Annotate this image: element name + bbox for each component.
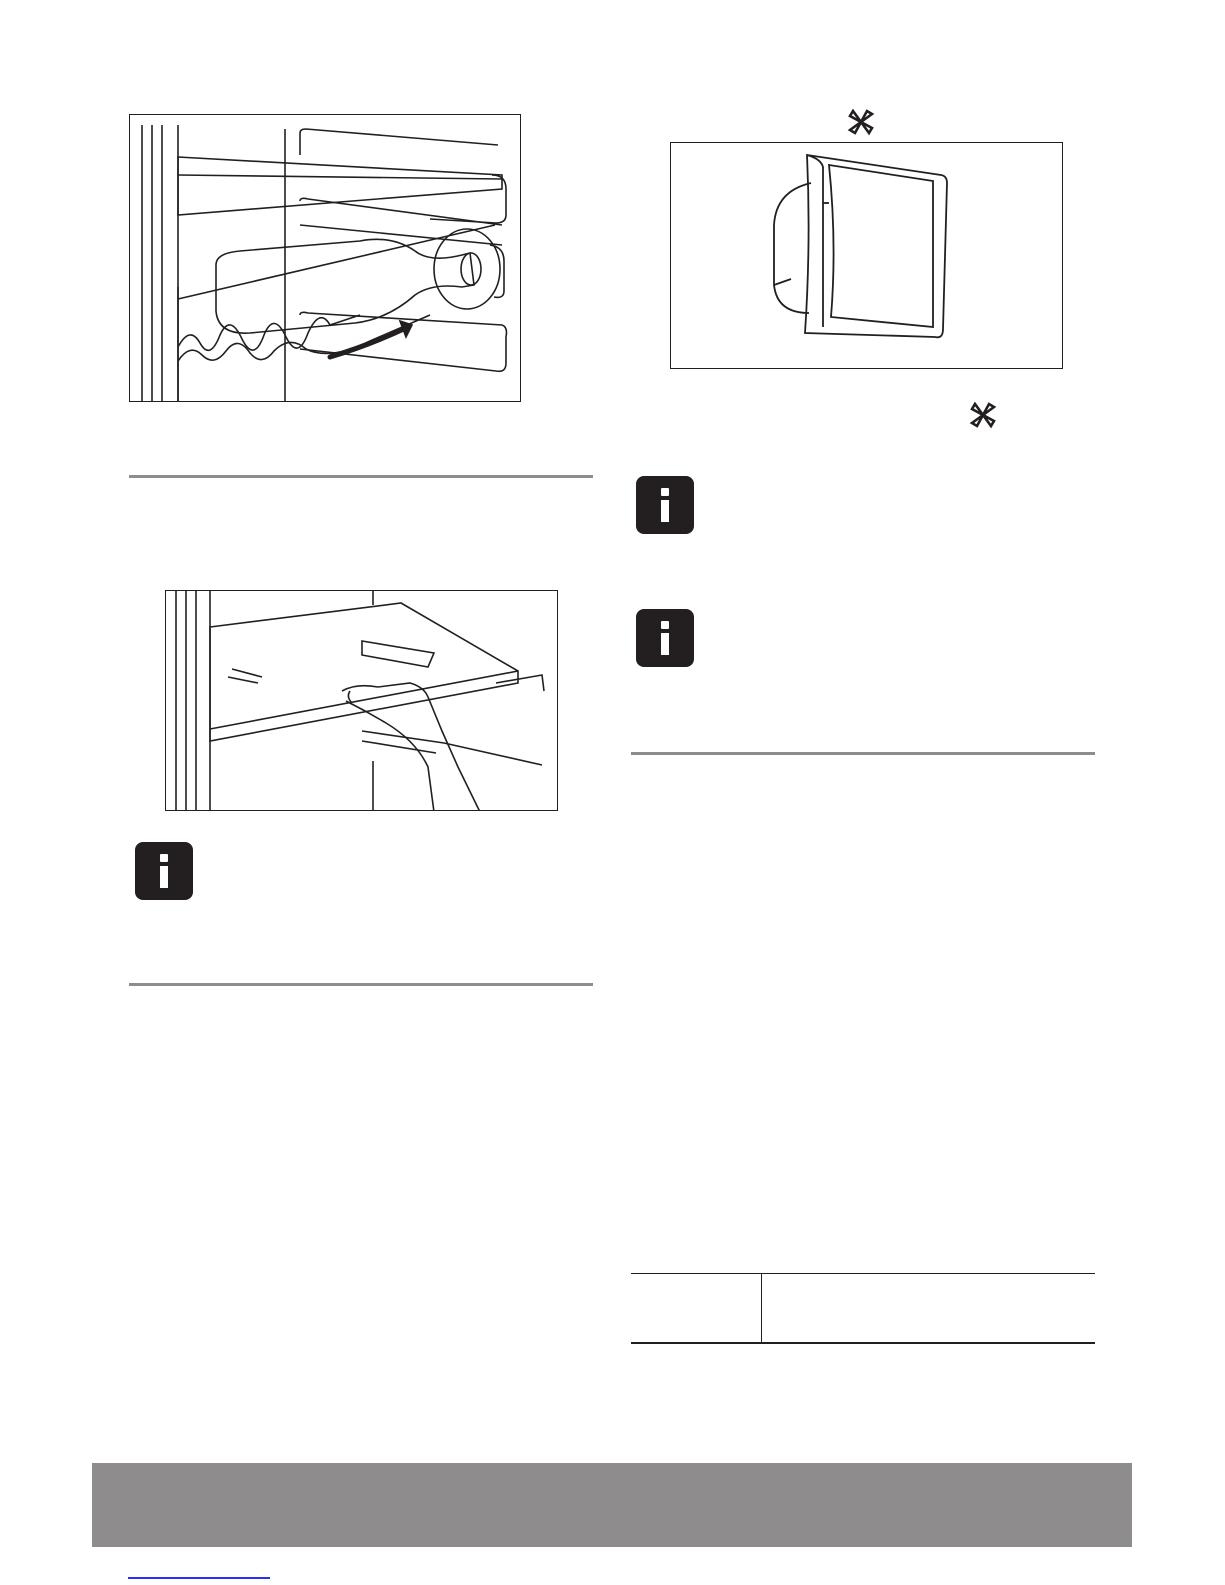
bottle-rack-illustration <box>130 115 521 402</box>
info-icon <box>636 609 694 667</box>
fan-icon <box>968 400 998 430</box>
section-divider <box>129 983 593 986</box>
table-cell <box>762 1274 1096 1344</box>
bottle-rack-figure <box>129 114 521 402</box>
table-row <box>631 1274 1095 1344</box>
spec-table <box>631 1273 1095 1344</box>
fan-icon <box>846 107 876 137</box>
shelf-removal-illustration <box>166 591 558 811</box>
info-icon <box>636 476 694 534</box>
section-divider <box>631 752 1095 755</box>
fan-switch-figure <box>670 142 1063 369</box>
section-divider <box>129 475 593 478</box>
footer-band <box>92 1463 1132 1547</box>
bottom-link-underline[interactable] <box>128 1577 270 1579</box>
table-cell <box>631 1274 762 1344</box>
shelf-removal-figure <box>165 590 558 811</box>
info-icon <box>135 842 193 900</box>
fan-switch-illustration <box>671 143 1063 369</box>
